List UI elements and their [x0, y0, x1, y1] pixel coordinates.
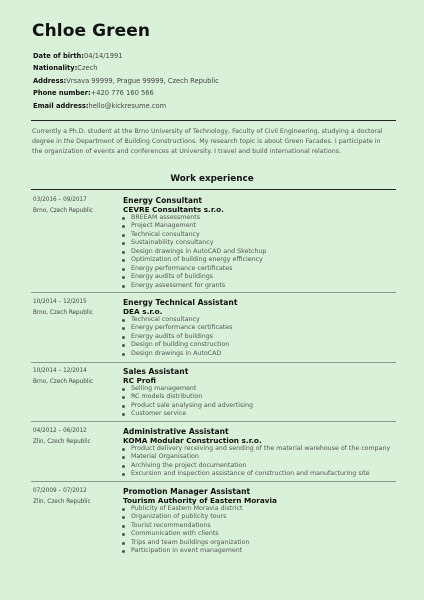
header-divider: [31, 120, 396, 121]
job-duty-item: Customer service: [131, 410, 253, 419]
contact-birth-date: Date of birth:04/14/1991: [33, 52, 123, 60]
job-duty-item: Material Organisation: [131, 453, 390, 462]
job-duty-item: Publicity of Eastern Moravia district: [131, 505, 249, 514]
job-dates: 03/2016 – 09/2017: [33, 197, 87, 203]
job-title: Promotion Manager Assistant: [123, 487, 251, 496]
job-duties-list: [131, 385, 253, 419]
job-duty-item: RC models distribution: [131, 393, 253, 402]
job-company: DEA s.r.o.: [123, 306, 163, 316]
job-duty-item: Design drawings in AutoCAD and Sketchup: [131, 247, 267, 255]
job-duty-item: Tourist recommendations: [131, 522, 249, 531]
job-duty-item: Organization of publicity tours: [131, 513, 249, 522]
job-title: Sales Assistant: [123, 367, 189, 376]
job-dates: 04/2012 – 06/2012: [33, 428, 87, 434]
job-duty-item: Communication with clients: [131, 530, 249, 539]
job-duty-item: Technical consultancy: [131, 231, 266, 240]
contact-phone: Phone number:+420 776 160 566: [33, 89, 154, 98]
job-divider: [31, 481, 396, 482]
work-heading-divider: [31, 189, 396, 190]
job-duty-item: Optimization of building energy efficiency: [131, 256, 266, 265]
job-duties-list: [131, 505, 249, 556]
job-company: KOMA Modular Construction s.r.o.: [123, 435, 262, 445]
job-duty-item: Energy audits of buildings: [131, 273, 266, 282]
job-duty-item: Technical consultancy: [131, 316, 232, 325]
job-duty-item: Product sale analysing and advertising: [131, 401, 254, 409]
job-duty-item: Sustainability consultancy: [131, 239, 266, 248]
contact-address: Address:Vrsava 99999, Prague 99999, Czech Republic: [33, 76, 219, 85]
work-experience-heading: Work experience: [170, 174, 254, 184]
job-duties-list: [131, 316, 232, 359]
job-duty-item: Selling management: [131, 385, 253, 394]
job-title: Energy Technical Assistant: [123, 298, 238, 307]
job-duty-item: Product delivery receiving and sending of the material warehouse of the company: [131, 444, 391, 452]
job-company: CEVRE Consultants s.r.o.: [123, 204, 224, 214]
job-location: Brno, Czech Republic: [33, 208, 94, 214]
job-dates: 10/2014 – 12/2014: [33, 368, 87, 374]
job-divider: [31, 362, 396, 363]
contact-email: Email address:hello@kickresume.com: [33, 101, 167, 110]
job-duty-item: Design of building construction: [131, 341, 232, 350]
job-duty-item: BREEAM assessments: [131, 214, 266, 223]
job-duty-item: Energy performance certificates: [131, 265, 266, 274]
job-duty-item: Archiving the project documentation: [131, 462, 390, 471]
contact-details: [33, 50, 219, 112]
job-duty-item: Design drawings in AutoCAD: [131, 350, 232, 359]
job-location: Brno, Czech Republic: [33, 379, 94, 385]
job-title: Energy Consultant: [123, 196, 203, 205]
job-duty-item: Excursion and inspection assistance of construction and manufacturing site: [131, 470, 390, 479]
job-duty-item: Energy assessment for grants: [131, 282, 266, 291]
job-duty-item: Energy performance certificates: [131, 324, 233, 331]
job-duty-item: Trips and team buildings organization: [131, 538, 250, 546]
job-divider: [31, 421, 396, 422]
job-divider: [31, 292, 396, 293]
job-duty-item: Project Management: [131, 222, 266, 231]
job-dates: 07/2009 – 07/2012: [33, 488, 87, 494]
job-company: RC Profi: [123, 375, 156, 385]
job-duties-list: [131, 445, 390, 479]
job-location: Brno, Czech Republic: [33, 310, 94, 316]
profile-summary: Currently a Ph.D. student at the Brno University of Technology, Faculty of Civil Engineering, studying a doctoral degree in the Department of Building Constructions. My research topic is about Green Facades. I participate in the organization of events and conferences at University. I travel and build international relations.: [32, 128, 383, 156]
job-title: Administrative Assistant: [123, 427, 229, 436]
job-location: Zlin, Czech Republic: [33, 439, 91, 445]
job-location: Zlin, Czech Republic: [33, 499, 91, 505]
job-company: Tourism Authority of Eastern Moravia: [123, 495, 277, 505]
job-duty-item: Energy audits of buildings: [131, 333, 232, 342]
contact-nationality: Nationality:Czech: [33, 64, 98, 73]
candidate-name: Chloe Green: [32, 21, 151, 41]
job-duties-list: [131, 214, 266, 291]
job-dates: 10/2014 – 12/2015: [33, 299, 87, 305]
job-duty-item: Participation in event management: [131, 547, 249, 556]
